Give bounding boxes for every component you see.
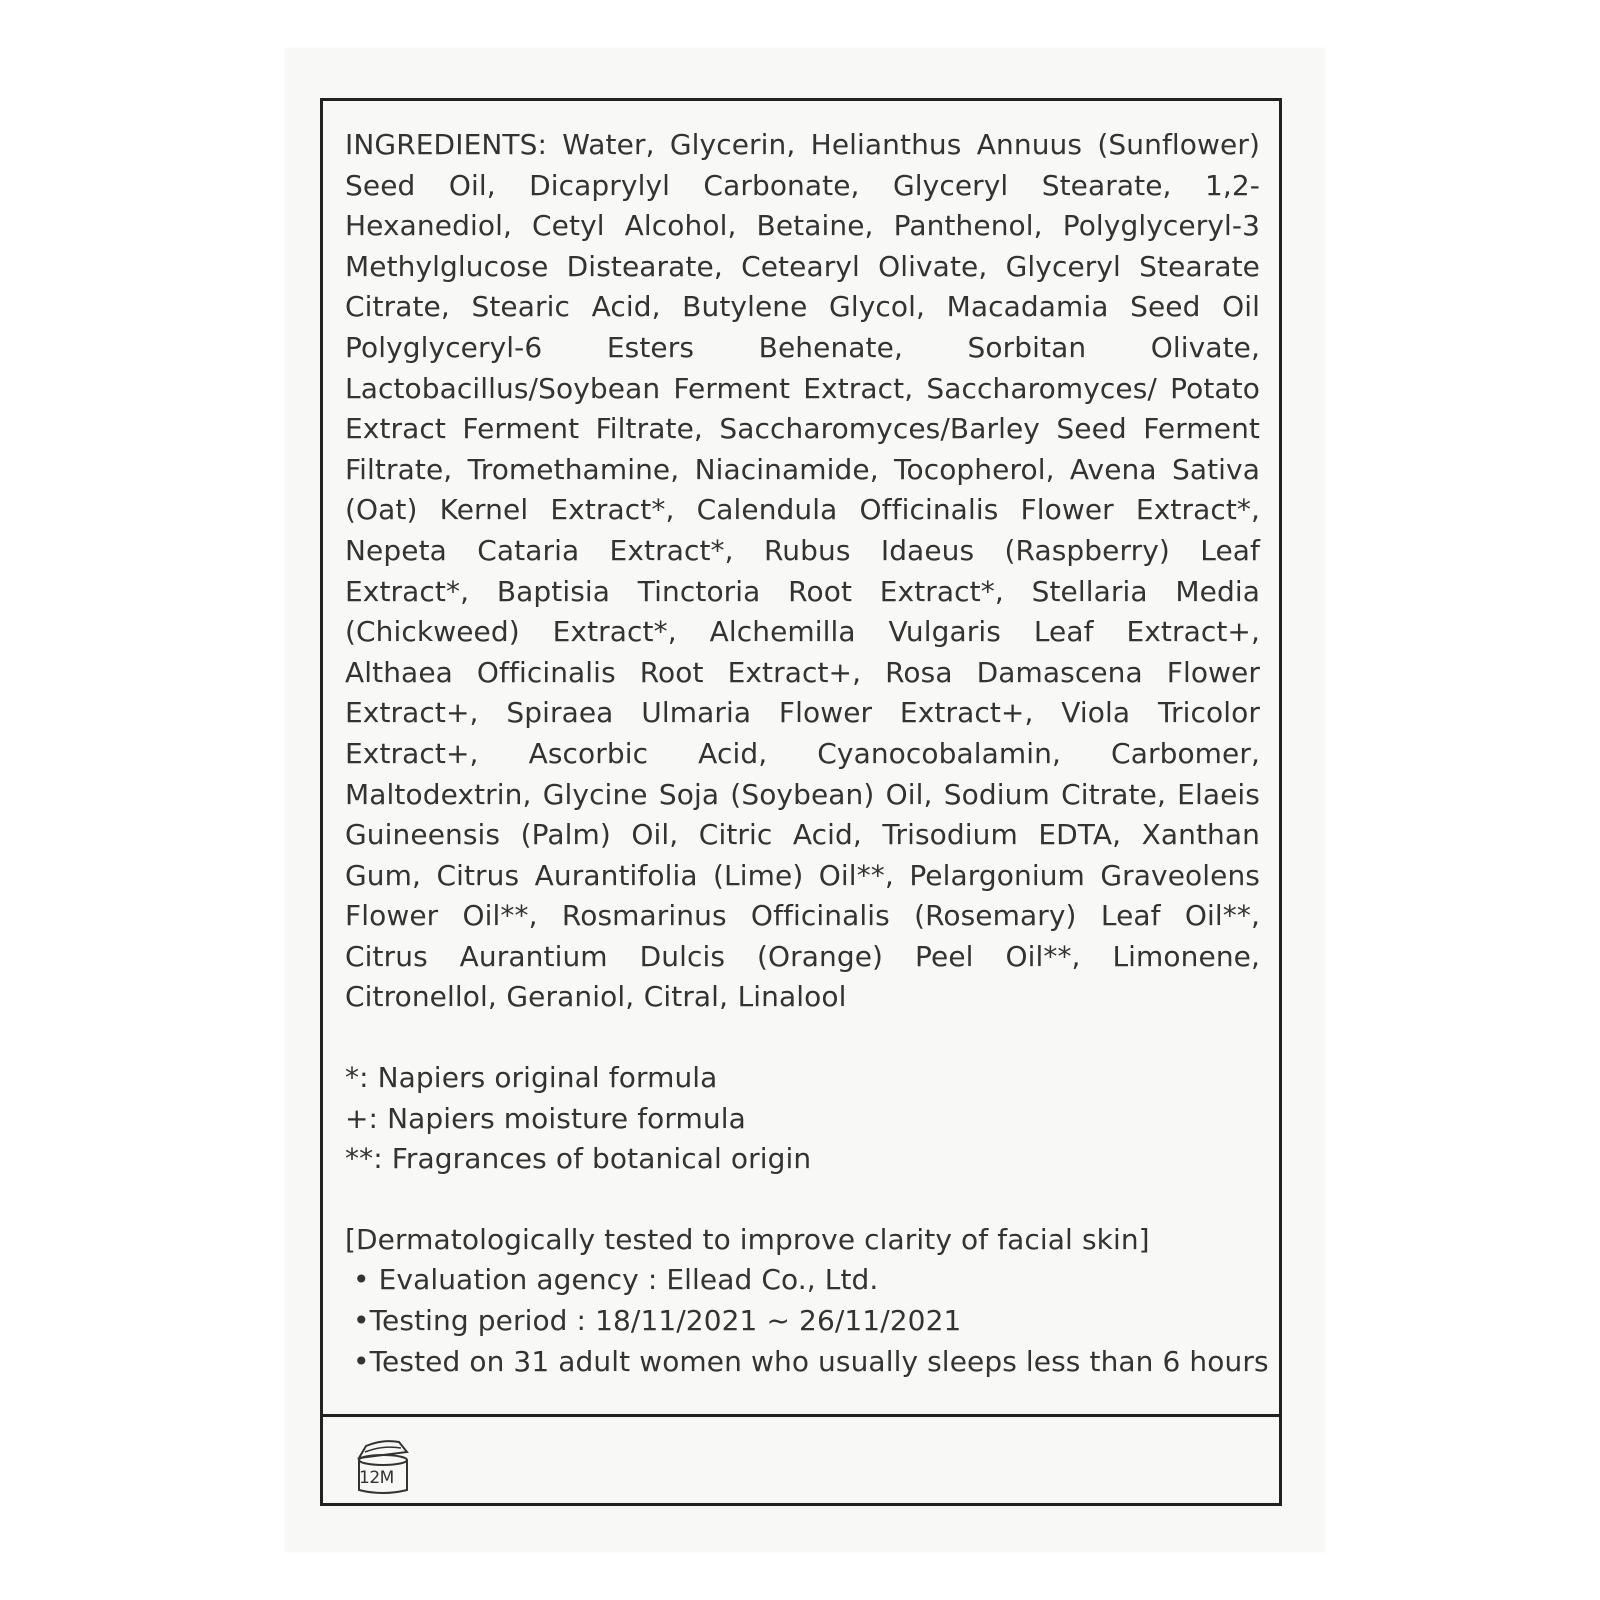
- claim-test-subjects: •Tested on 31 adult women who usually sleeps less than 6 hours: [353, 1344, 1269, 1378]
- pao-label: 12M: [359, 1468, 394, 1488]
- period-after-opening-symbol: [353, 1438, 413, 1498]
- claim-testing-period: •Testing period : 18/11/2021 ~ 26/11/2021: [353, 1304, 962, 1338]
- ingredients-panel-frame: [320, 98, 1282, 1506]
- ingredients-list: INGREDIENTS: Water, Glycerin, Helianthus Annuus (Sunflower) Seed Oil, Dicaprylyl Carbonate, Glyceryl Stearate, 1,2-Hexanediol, Cetyl Alcohol, Betaine, Panthenol, Polyglyceryl-3 Methylglucose Distearate, Cetearyl Olivate, Glyceryl Stearate Citrate, Stearic Acid, Butylene Glycol, Macadamia Seed Oil Polyglyceryl-6 Esters Behenate, Sorbitan Olivate, Lactobacillus/Soybean Ferment Extract, Saccharomyces/ Potato Extract Ferment Filtrate, Saccharomyces/Barley Seed Ferment Filtrate, Tromethamine, Niacinamide, Tocopherol, Avena Sativa (Oat) Kernel Extract*, Calendula Officinalis Flower Extract*, Nepeta Cataria Extract*, Rubus Idaeus (Raspberry) Leaf Extract*, Baptisia Tinctoria Root Extract*, Stellaria Media (Chickweed) Extract*, Alchemilla Vulgaris Leaf Extract+, Althaea Officinalis Root Extract+, Rosa Damascena Flower Extract+, Spiraea Ulmaria Flower Extract+, Viola Tricolor Extract+, Ascorbic Acid, Cyanocobalamin, Carbomer, Maltodextrin, Glycine Soja (Soybean) Oil, Sodium Citrate, Elaeis Guineensis (Palm) Oil, Citric Acid, Trisodium EDTA, Xanthan Gum, Citrus Aurantifolia (Lime) Oil**, Pelargonium Graveolens Flower Oil**, Rosmarinus Officinalis (Rosemary) Leaf Oil**, Citrus Aurantium Dulcis (Orange) Peel Oil**, Limonene, Citronellol, Geraniol, Citral, Linalool: [345, 128, 1260, 1014]
- legend-moisture-formula: +: Napiers moisture formula: [345, 1101, 746, 1135]
- claim-evaluation-agency: • Evaluation agency : Ellead Co., Ltd.: [353, 1263, 879, 1297]
- legend-fragrance-origin: **: Fragrances of botanical origin: [345, 1142, 812, 1176]
- label-content: [345, 125, 1269, 1382]
- bottom-section-divider: [323, 1414, 1279, 1417]
- dermatology-claim: [345, 1220, 1269, 1382]
- ingredient-legend: [345, 1058, 1260, 1180]
- claim-heading: [Dermatologically tested to improve clarity of facial skin]: [345, 1222, 1150, 1256]
- legend-original-formula: *: Napiers original formula: [345, 1061, 718, 1095]
